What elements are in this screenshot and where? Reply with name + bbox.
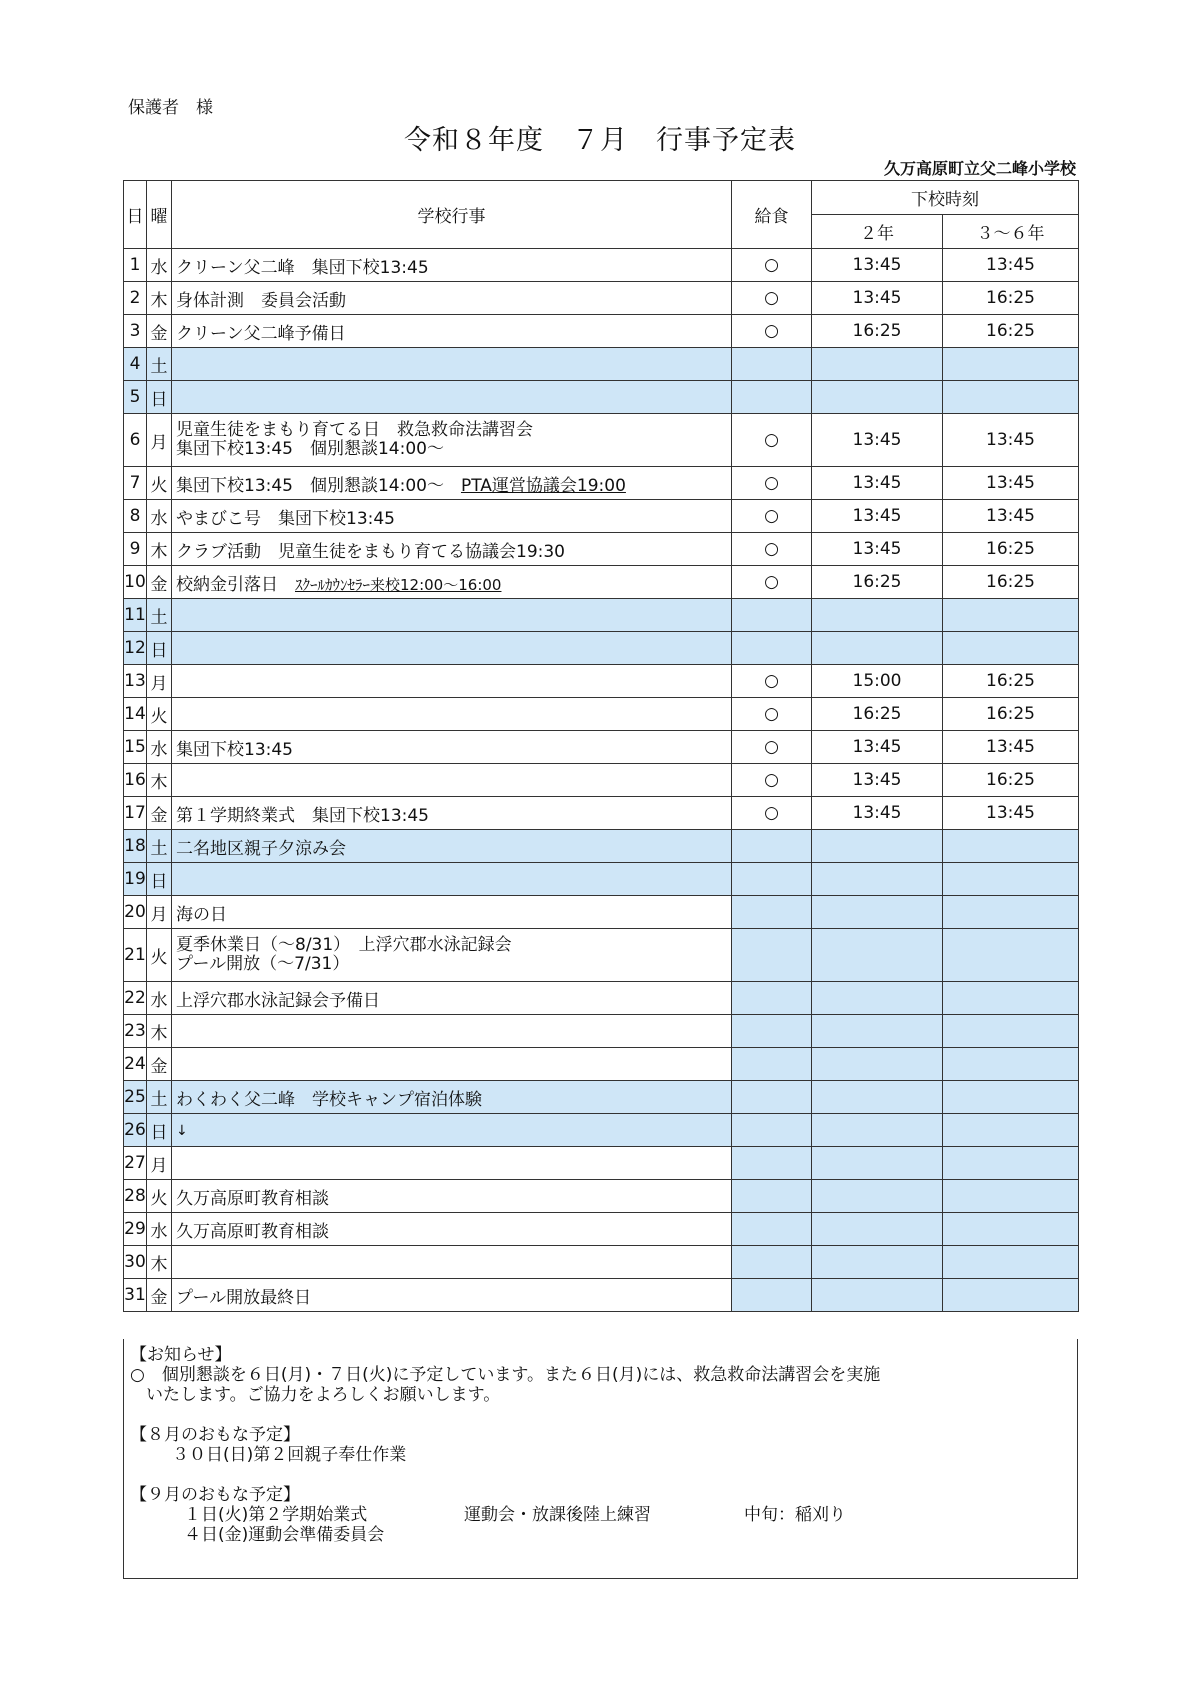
event-text: やまびこ号 集団下校13:45 <box>176 508 395 529</box>
dismissal-grade36-cell <box>943 381 1079 414</box>
notice-heading: 【お知らせ】 <box>130 1345 232 1365</box>
day-cell: 5 <box>124 381 147 414</box>
day-cell: 1 <box>124 249 147 282</box>
weekday-cell: 日 <box>147 863 172 896</box>
event-cell <box>172 863 732 896</box>
dismissal-grade36-cell <box>943 830 1079 863</box>
event-text: プール開放（～7/31） <box>176 954 350 974</box>
day-cell: 9 <box>124 533 147 566</box>
dismissal-grade2-cell: 13:45 <box>812 414 943 467</box>
day-cell: 31 <box>124 1279 147 1312</box>
meal-cell: ○ <box>732 467 812 500</box>
event-text: 海の日 <box>176 904 227 925</box>
header-grade2: ２年 <box>812 215 943 249</box>
day-cell: 28 <box>124 1180 147 1213</box>
header-day: 日 <box>124 181 147 249</box>
event-cell <box>172 665 732 698</box>
day-cell: 8 <box>124 500 147 533</box>
event-cell <box>172 599 732 632</box>
dismissal-grade36-cell <box>943 929 1079 982</box>
dismissal-grade36-cell <box>943 1246 1079 1279</box>
event-cell <box>172 282 732 315</box>
weekday-cell: 木 <box>147 282 172 315</box>
weekday-cell: 火 <box>147 1180 172 1213</box>
dismissal-grade2-cell <box>812 1279 943 1312</box>
weekday-cell: 金 <box>147 1279 172 1312</box>
dismissal-grade2-cell: 16:25 <box>812 698 943 731</box>
event-text: 久万高原町教育相談 <box>176 1221 329 1242</box>
meal-cell: ○ <box>732 566 812 599</box>
event-cell <box>172 632 732 665</box>
table-row <box>124 566 1079 599</box>
aug-heading: 【８月のおもな予定】 <box>130 1425 300 1445</box>
weekday-cell: 土 <box>147 599 172 632</box>
notes-box <box>123 1339 1078 1579</box>
event-cell <box>172 1213 732 1246</box>
weekday-cell: 水 <box>147 1213 172 1246</box>
table-row <box>124 315 1079 348</box>
day-cell: 14 <box>124 698 147 731</box>
event-cell <box>172 249 732 282</box>
dismissal-grade2-cell <box>812 929 943 982</box>
aug-line: ３０日(日)第２回親子奉仕作業 <box>172 1445 407 1465</box>
weekday-cell: 月 <box>147 1147 172 1180</box>
sep-line: １日(火)第２学期始業式 <box>184 1505 368 1525</box>
dismissal-grade36-cell <box>943 348 1079 381</box>
meal-cell: ○ <box>732 731 812 764</box>
dismissal-grade2-cell: 13:45 <box>812 731 943 764</box>
event-text: 集団下校13:45 <box>176 739 293 760</box>
dismissal-grade2-cell <box>812 982 943 1015</box>
dismissal-grade36-cell <box>943 1114 1079 1147</box>
table-row <box>124 1114 1079 1147</box>
dismissal-grade2-cell <box>812 1048 943 1081</box>
event-cell <box>172 830 732 863</box>
meal-cell: ○ <box>732 315 812 348</box>
sep-line: 中旬：稲刈り <box>744 1505 846 1525</box>
meal-cell: ○ <box>732 665 812 698</box>
weekday-cell: 日 <box>147 632 172 665</box>
meal-cell <box>732 1048 812 1081</box>
dismissal-grade36-cell: 13:45 <box>943 797 1079 830</box>
weekday-cell: 木 <box>147 764 172 797</box>
event-cell <box>172 731 732 764</box>
table-row <box>124 698 1079 731</box>
event-text: 身体計測 委員会活動 <box>176 290 346 311</box>
table-row <box>124 632 1079 665</box>
notice-line: いたします。ご協力をよろしくお願いします。 <box>146 1385 501 1405</box>
day-cell: 23 <box>124 1015 147 1048</box>
meal-cell: ○ <box>732 533 812 566</box>
meal-cell: ○ <box>732 414 812 467</box>
day-cell: 2 <box>124 282 147 315</box>
dismissal-grade2-cell <box>812 896 943 929</box>
meal-cell <box>732 1279 812 1312</box>
dismissal-grade36-cell: 16:25 <box>943 665 1079 698</box>
dismissal-grade2-cell: 13:45 <box>812 282 943 315</box>
event-cell <box>172 896 732 929</box>
table-row <box>124 929 1079 982</box>
schedule-table <box>123 180 1079 1312</box>
event-cell <box>172 1246 732 1279</box>
dismissal-grade2-cell <box>812 830 943 863</box>
day-cell: 21 <box>124 929 147 982</box>
event-cell <box>172 414 732 467</box>
table-row <box>124 381 1079 414</box>
event-cell <box>172 982 732 1015</box>
meal-cell <box>732 1081 812 1114</box>
sep-heading: 【９月のおもな予定】 <box>130 1485 300 1505</box>
day-cell: 3 <box>124 315 147 348</box>
event-text-underlined: ｽｸｰﾙｶｳﾝｾﾗｰ来校12:00～16:00 <box>295 575 502 594</box>
event-cell <box>172 1279 732 1312</box>
meal-cell: ○ <box>732 282 812 315</box>
dismissal-grade2-cell <box>812 1213 943 1246</box>
table-row <box>124 1180 1079 1213</box>
dismissal-grade2-cell <box>812 1114 943 1147</box>
meal-cell <box>732 830 812 863</box>
dismissal-grade36-cell <box>943 1279 1079 1312</box>
event-cell <box>172 797 732 830</box>
event-text: 児童生徒をまもり育てる日 救急救命法講習会 <box>176 420 533 440</box>
dismissal-grade2-cell <box>812 1180 943 1213</box>
header-grade36: ３～６年 <box>943 215 1079 249</box>
dismissal-grade2-cell <box>812 632 943 665</box>
table-row <box>124 599 1079 632</box>
day-cell: 6 <box>124 414 147 467</box>
meal-cell <box>732 1015 812 1048</box>
event-text-underlined: PTA運営協議会19:00 <box>460 475 626 496</box>
meal-cell <box>732 1246 812 1279</box>
event-cell <box>172 1015 732 1048</box>
event-text: 第１学期終業式 集団下校13:45 <box>176 805 429 826</box>
dismissal-grade2-cell <box>812 599 943 632</box>
table-row <box>124 1147 1079 1180</box>
day-cell: 12 <box>124 632 147 665</box>
dismissal-grade2-cell: 15:00 <box>812 665 943 698</box>
table-row <box>124 982 1079 1015</box>
event-cell <box>172 764 732 797</box>
dismissal-grade36-cell <box>943 982 1079 1015</box>
meal-cell: ○ <box>732 797 812 830</box>
dismissal-grade2-cell: 13:45 <box>812 764 943 797</box>
event-text: 夏季休業日（～8/31） 上浮穴郡水泳記録会 <box>176 935 512 955</box>
event-cell <box>172 1048 732 1081</box>
event-cell <box>172 1147 732 1180</box>
page-title: 令和８年度 ７月 行事予定表 <box>404 125 796 156</box>
day-cell: 17 <box>124 797 147 830</box>
dismissal-grade2-cell <box>812 1246 943 1279</box>
meal-cell <box>732 381 812 414</box>
event-text: クリーン父二峰 集団下校13:45 <box>176 257 429 278</box>
day-cell: 11 <box>124 599 147 632</box>
day-cell: 29 <box>124 1213 147 1246</box>
table-row <box>124 414 1079 467</box>
dismissal-grade36-cell: 16:25 <box>943 282 1079 315</box>
event-cell <box>172 1081 732 1114</box>
dismissal-grade36-cell: 13:45 <box>943 500 1079 533</box>
dismissal-grade36-cell: 13:45 <box>943 467 1079 500</box>
dismissal-grade2-cell <box>812 1147 943 1180</box>
event-text: 集団下校13:45 個別懇談14:00～ <box>176 439 444 459</box>
table-row <box>124 863 1079 896</box>
sep-line: ４日(金)運動会準備委員会 <box>184 1525 385 1545</box>
dismissal-grade2-cell: 13:45 <box>812 533 943 566</box>
dismissal-grade36-cell: 16:25 <box>943 698 1079 731</box>
event-cell <box>172 698 732 731</box>
table-row <box>124 764 1079 797</box>
event-text: 集団下校13:45 個別懇談14:00～ <box>176 475 461 496</box>
weekday-cell: 水 <box>147 249 172 282</box>
weekday-cell: 金 <box>147 315 172 348</box>
weekday-cell: 火 <box>147 467 172 500</box>
header-dismissal: 下校時刻 <box>812 181 1079 215</box>
dismissal-grade36-cell: 16:25 <box>943 764 1079 797</box>
table-row <box>124 1015 1079 1048</box>
dismissal-grade2-cell: 13:45 <box>812 500 943 533</box>
weekday-cell: 金 <box>147 1048 172 1081</box>
day-cell: 4 <box>124 348 147 381</box>
table-row <box>124 665 1079 698</box>
dismissal-grade36-cell <box>943 632 1079 665</box>
dismissal-grade36-cell <box>943 896 1079 929</box>
dismissal-grade2-cell: 13:45 <box>812 249 943 282</box>
day-cell: 26 <box>124 1114 147 1147</box>
dismissal-grade36-cell <box>943 1048 1079 1081</box>
weekday-cell: 土 <box>147 348 172 381</box>
meal-cell <box>732 1180 812 1213</box>
event-text: クラブ活動 児童生徒をまもり育てる協議会19:30 <box>176 541 565 562</box>
table-row <box>124 282 1079 315</box>
day-cell: 27 <box>124 1147 147 1180</box>
event-cell <box>172 500 732 533</box>
day-cell: 25 <box>124 1081 147 1114</box>
table-row <box>124 797 1079 830</box>
meal-cell: ○ <box>732 764 812 797</box>
dismissal-grade2-cell <box>812 348 943 381</box>
table-row <box>124 1081 1079 1114</box>
weekday-cell: 火 <box>147 698 172 731</box>
table-row <box>124 1279 1079 1312</box>
table-row <box>124 830 1079 863</box>
table-row <box>124 1213 1079 1246</box>
table-row <box>124 249 1079 282</box>
dismissal-grade2-cell: 16:25 <box>812 566 943 599</box>
event-cell <box>172 929 732 982</box>
table-row <box>124 1246 1079 1279</box>
event-text: わくわく父二峰 学校キャンプ宿泊体験 <box>176 1089 482 1110</box>
dismissal-grade2-cell: 16:25 <box>812 315 943 348</box>
header-events: 学校行事 <box>172 181 732 249</box>
table-row <box>124 500 1079 533</box>
day-cell: 19 <box>124 863 147 896</box>
weekday-cell: 水 <box>147 731 172 764</box>
dismissal-grade36-cell: 13:45 <box>943 249 1079 282</box>
day-cell: 24 <box>124 1048 147 1081</box>
event-text: 二名地区親子夕涼み会 <box>176 838 346 859</box>
event-text: 久万高原町教育相談 <box>176 1188 329 1209</box>
weekday-cell: 木 <box>147 533 172 566</box>
event-cell <box>172 315 732 348</box>
dismissal-grade36-cell <box>943 1081 1079 1114</box>
meal-cell: ○ <box>732 500 812 533</box>
notice-line: ○ 個別懇談を６日(月)・７日(火)に予定しています。また６日(月)には、救急救命法講習会を実施 <box>130 1365 881 1385</box>
meal-cell: ○ <box>732 698 812 731</box>
weekday-cell: 月 <box>147 665 172 698</box>
event-text: 校納金引落日 <box>176 574 295 595</box>
dismissal-grade36-cell: 16:25 <box>943 566 1079 599</box>
weekday-cell: 火 <box>147 929 172 982</box>
day-cell: 20 <box>124 896 147 929</box>
day-cell: 13 <box>124 665 147 698</box>
weekday-cell: 木 <box>147 1015 172 1048</box>
dismissal-grade36-cell: 16:25 <box>943 533 1079 566</box>
weekday-cell: 土 <box>147 830 172 863</box>
event-cell <box>172 533 732 566</box>
header-meal: 給食 <box>732 181 812 249</box>
dismissal-grade2-cell <box>812 381 943 414</box>
dismissal-grade36-cell <box>943 1213 1079 1246</box>
meal-cell <box>732 1213 812 1246</box>
meal-cell <box>732 599 812 632</box>
weekday-cell: 月 <box>147 896 172 929</box>
event-text: クリーン父二峰予備日 <box>176 323 346 344</box>
dismissal-grade36-cell <box>943 863 1079 896</box>
day-cell: 16 <box>124 764 147 797</box>
event-cell <box>172 348 732 381</box>
weekday-cell: 土 <box>147 1081 172 1114</box>
dismissal-grade2-cell <box>812 1081 943 1114</box>
dismissal-grade36-cell: 16:25 <box>943 315 1079 348</box>
meal-cell: ○ <box>732 249 812 282</box>
sep-line: 運動会・放課後陸上練習 <box>464 1505 651 1525</box>
addressee: 保護者 様 <box>128 98 213 118</box>
table-row <box>124 731 1079 764</box>
day-cell: 15 <box>124 731 147 764</box>
weekday-cell: 日 <box>147 1114 172 1147</box>
meal-cell <box>732 863 812 896</box>
meal-cell <box>732 982 812 1015</box>
event-text: プール開放最終日 <box>176 1287 312 1308</box>
weekday-cell: 金 <box>147 566 172 599</box>
weekday-cell: 金 <box>147 797 172 830</box>
meal-cell <box>732 929 812 982</box>
table-row <box>124 348 1079 381</box>
meal-cell <box>732 896 812 929</box>
meal-cell <box>732 348 812 381</box>
header-weekday: 曜 <box>147 181 172 249</box>
table-row <box>124 467 1079 500</box>
weekday-cell: 月 <box>147 414 172 467</box>
event-cell <box>172 381 732 414</box>
dismissal-grade36-cell <box>943 1015 1079 1048</box>
dismissal-grade2-cell: 13:45 <box>812 797 943 830</box>
weekday-cell: 日 <box>147 381 172 414</box>
dismissal-grade2-cell <box>812 863 943 896</box>
dismissal-grade36-cell <box>943 599 1079 632</box>
meal-cell <box>732 1114 812 1147</box>
weekday-cell: 水 <box>147 500 172 533</box>
event-cell <box>172 467 732 500</box>
weekday-cell: 水 <box>147 982 172 1015</box>
dismissal-grade36-cell <box>943 1147 1079 1180</box>
event-cell <box>172 566 732 599</box>
day-cell: 10 <box>124 566 147 599</box>
table-row <box>124 533 1079 566</box>
event-cell <box>172 1114 732 1147</box>
dismissal-grade36-cell: 13:45 <box>943 414 1079 467</box>
dismissal-grade36-cell <box>943 1180 1079 1213</box>
meal-cell <box>732 1147 812 1180</box>
day-cell: 30 <box>124 1246 147 1279</box>
table-row <box>124 1048 1079 1081</box>
table-row <box>124 896 1079 929</box>
day-cell: 22 <box>124 982 147 1015</box>
dismissal-grade2-cell: 13:45 <box>812 467 943 500</box>
dismissal-grade2-cell <box>812 1015 943 1048</box>
dismissal-grade36-cell: 13:45 <box>943 731 1079 764</box>
event-cell <box>172 1180 732 1213</box>
school-name: 久万高原町立父二峰小学校 <box>883 159 1076 178</box>
weekday-cell: 木 <box>147 1246 172 1279</box>
day-cell: 18 <box>124 830 147 863</box>
day-cell: 7 <box>124 467 147 500</box>
event-text: 上浮穴郡水泳記録会予備日 <box>176 990 380 1011</box>
meal-cell <box>732 632 812 665</box>
continuation-arrow-icon: ↓ <box>176 1123 188 1139</box>
